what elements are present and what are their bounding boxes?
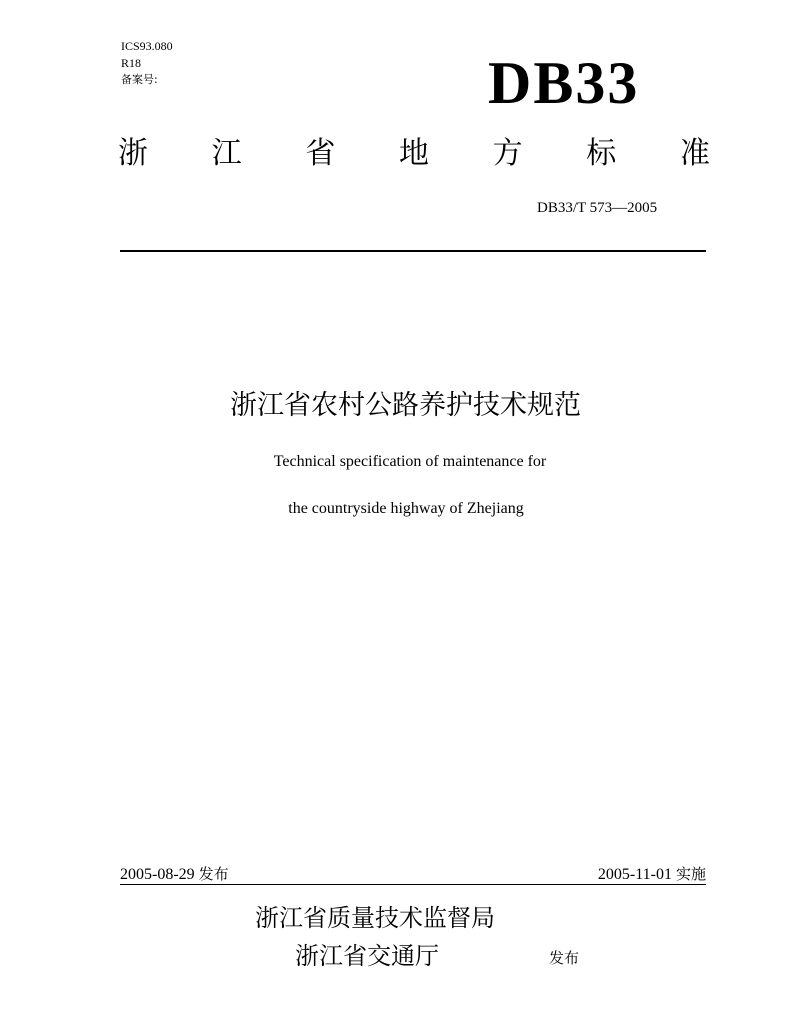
standard-type-char: 地 — [398, 136, 429, 171]
standard-type-char: 标 — [586, 136, 617, 171]
publish-label: 发布 — [549, 949, 580, 967]
effective-label: 实施 — [675, 865, 706, 883]
issue-label: 发布 — [198, 865, 229, 883]
issuer-org-transport-dept: 浙江省交通厅 — [295, 942, 439, 970]
standard-type-char: 省 — [305, 136, 336, 171]
standard-type-char: 江 — [211, 136, 242, 171]
document-title-chinese: 浙江省农村公路养护技术规范 — [230, 390, 581, 421]
document-title-english-line1: Technical specification of maintenance for — [273, 453, 547, 470]
classification-code: R18 — [121, 56, 142, 70]
effective-date-line — [598, 864, 706, 885]
bottom-divider — [120, 884, 706, 885]
issue-date-line — [120, 864, 229, 885]
top-divider — [120, 250, 706, 252]
standard-type-char: 浙 — [118, 136, 148, 171]
ics-code: ICS93.080 — [121, 39, 173, 53]
issue-date: 2005-08-29 — [120, 866, 195, 883]
standard-type-char: 方 — [492, 136, 523, 171]
standard-type-heading — [118, 132, 710, 176]
issuer-org-quality-bureau: 浙江省质量技术监督局 — [255, 904, 495, 932]
effective-date: 2005-11-01 — [597, 866, 672, 883]
standard-number: DB33/T 573—2005 — [537, 200, 658, 216]
document-title-english-line2: the countryside highway of Zhejiang — [288, 500, 524, 517]
registration-label: 备案号: — [121, 73, 158, 86]
db33-logo: DB33 — [488, 50, 640, 116]
standard-type-char: 准 — [679, 136, 710, 171]
